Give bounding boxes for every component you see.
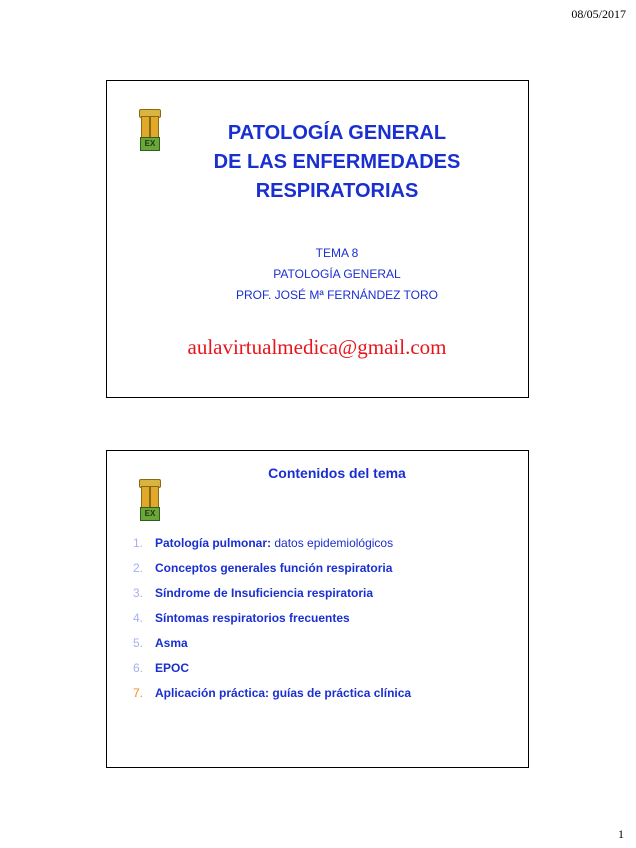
subtitle-line: TEMA 8: [315, 246, 359, 260]
title-line: DE LAS ENFERMEDADES: [213, 151, 461, 173]
list-item-label: Patología pulmonar:: [155, 536, 272, 550]
page-date: 08/05/2017: [571, 7, 626, 21]
list-item: [133, 556, 411, 581]
list-item-number: 1.: [133, 536, 144, 550]
list-item-label: Síndrome de Insuficiencia respiratoria: [155, 586, 374, 600]
list-item-number: 4.: [133, 611, 144, 625]
list-item: [133, 631, 411, 656]
list-item-detail: datos epidemiológicos: [271, 536, 394, 550]
slide-subtitle: [167, 243, 507, 306]
list-item-number: 5.: [133, 636, 144, 650]
slide-contents: [106, 450, 529, 768]
university-logo-icon: EX: [137, 479, 161, 521]
page-number: 1: [618, 827, 624, 841]
list-item: [133, 606, 411, 631]
list-item: [133, 681, 411, 706]
title-line: PATOLOGÍA GENERAL: [227, 122, 447, 144]
contents-title: Contenidos del tema: [268, 465, 406, 481]
university-logo-icon: EX: [137, 109, 161, 151]
list-item-label: EPOC: [155, 661, 190, 675]
list-item-label: Aplicación práctica: guías de práctica clínica: [155, 686, 412, 700]
list-item-label: Asma: [155, 636, 188, 650]
subtitle-line: PATOLOGÍA GENERAL: [273, 267, 401, 281]
title-line: RESPIRATORIAS: [255, 180, 419, 202]
list-item-label: Síntomas respiratorios frecuentes: [155, 611, 350, 625]
subtitle-line: PROF. JOSÉ Mª FERNÁNDEZ TORO: [235, 288, 439, 302]
list-item: [133, 531, 411, 556]
list-item-number: 6.: [133, 661, 144, 675]
list-item-number: 2.: [133, 561, 144, 575]
list-item-number: 7.: [133, 686, 144, 700]
list-item-label: Conceptos generales función respiratoria: [155, 561, 393, 575]
list-item: [133, 581, 411, 606]
slide-title: [106, 80, 529, 398]
slide-main-title: [167, 119, 507, 206]
contact-email: aulavirtualmedica@gmail.com: [187, 335, 447, 359]
contents-list: [133, 531, 411, 706]
list-item-number: 3.: [133, 586, 144, 600]
list-item: [133, 656, 411, 681]
